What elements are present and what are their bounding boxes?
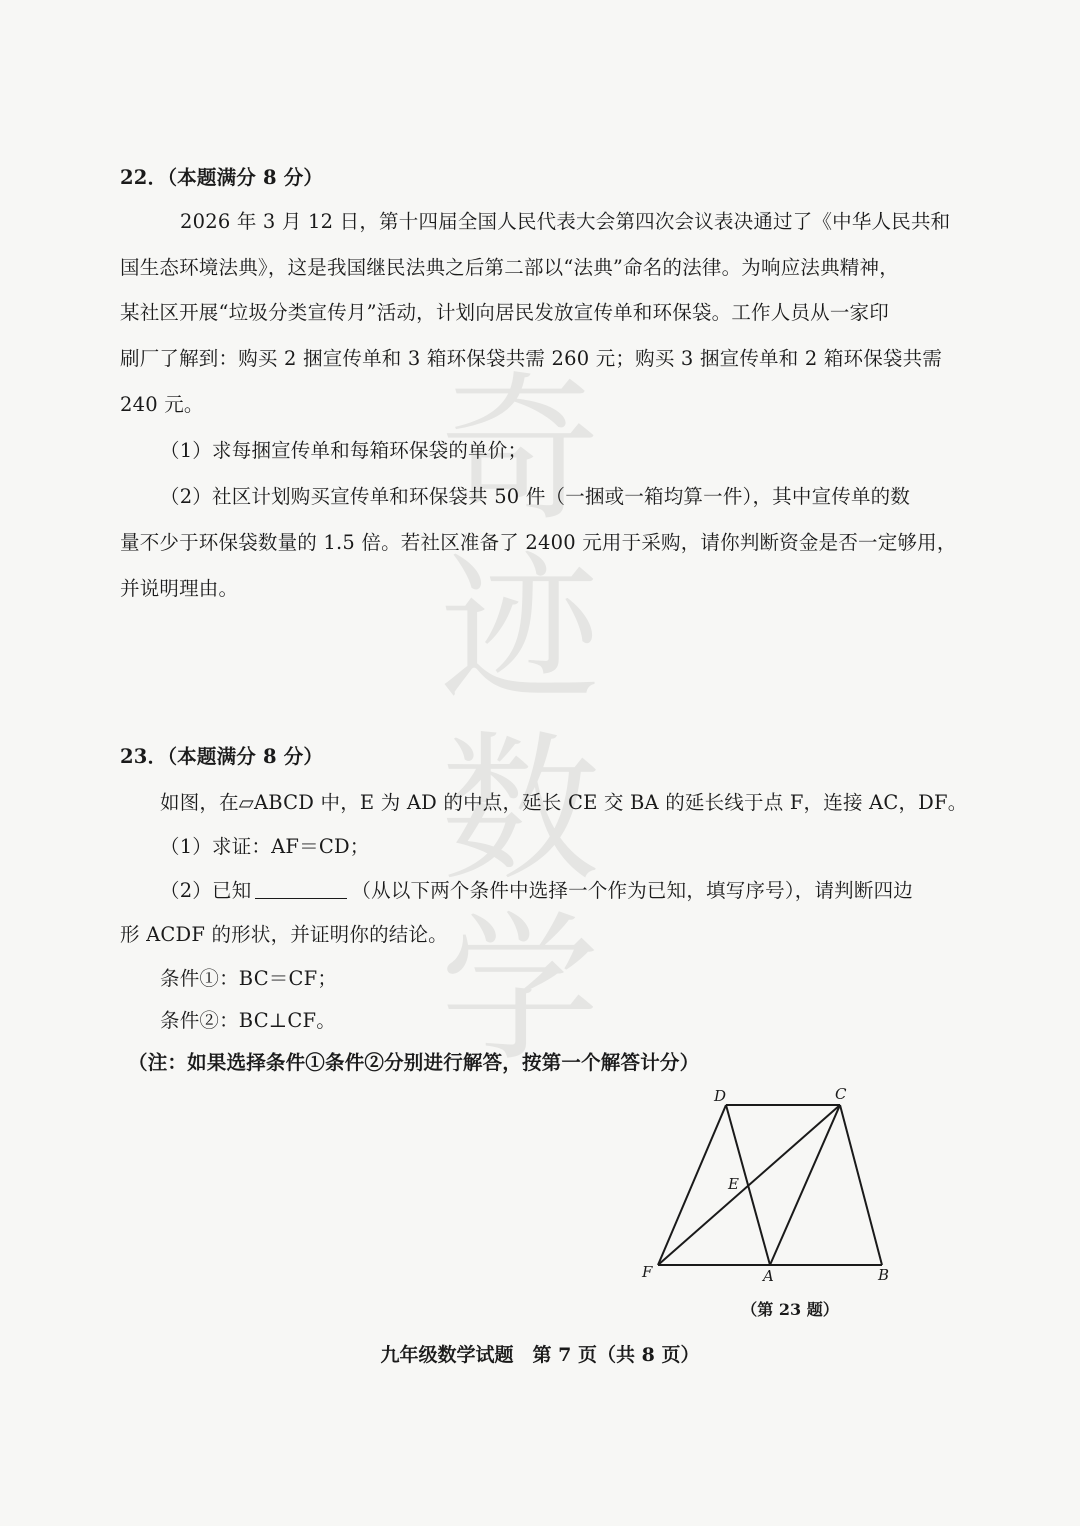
point-label-B: B — [878, 1266, 890, 1284]
q23-header: 23．（本题满分 8 分） — [120, 745, 324, 768]
q22-part2-line-1: （2）社区计划购买宣传单和环保袋共 50 件（一捆或一箱均算一件），其中宣传单的数 — [160, 485, 911, 508]
point-label-D: D — [714, 1087, 727, 1105]
q23-note: （注：如果选择条件①条件②分别进行解答，按第一个解答计分） — [128, 1051, 700, 1074]
q22-para-line-1: 2026 年 3 月 12 日，第十四届全国人民代表大会第四次会议表决通过了《中华人民共和 — [180, 210, 951, 233]
q23-part2-suffix: （从以下两个条件中选择一个作为已知，填写序号），请判断四边 — [351, 879, 913, 902]
q23-part2-line-2: 形 ACDF 的形状，并证明你的结论。 — [120, 923, 448, 946]
q23-condition-2: 条件②：BC⊥CF。 — [160, 1009, 336, 1032]
q22-part2-line-3: 并说明理由。 — [120, 577, 239, 600]
segment-AC — [770, 1105, 840, 1265]
q22-part2-line-2: 量不少于环保袋数量的 1.5 倍。若社区准备了 2400 元用于采购，请你判断资金是否一定够用， — [120, 531, 957, 554]
answer-blank[interactable] — [255, 880, 347, 899]
q23-part2-prefix: （2）已知 — [160, 879, 252, 902]
segment-CB — [840, 1105, 882, 1265]
q23-part1: （1）求证：AF＝CD； — [160, 835, 370, 858]
point-label-E: E — [728, 1175, 739, 1193]
watermark: 奇迹数学 — [440, 356, 601, 1083]
q22-para-line-4: 刷厂了解到：购买 2 捆宣传单和 3 箱环保袋共需 260 元；购买 3 捆宣传单和 2 箱环保袋共需 — [120, 347, 943, 370]
point-label-C: C — [835, 1085, 847, 1103]
segment-FC — [658, 1105, 840, 1265]
point-label-A: A — [763, 1267, 774, 1285]
point-label-F: F — [642, 1263, 653, 1281]
q23-part2-line-1 — [160, 876, 1000, 906]
q23-condition-1: 条件①：BC＝CF； — [160, 967, 338, 990]
q23-intro: 如图，在▱ABCD 中，E 为 AD 的中点，延长 CE 交 BA 的延长线于点 F，连接 AC，DF。 — [160, 791, 968, 814]
segment-FD — [658, 1105, 726, 1265]
q22-para-line-2: 国生态环境法典》，这是我国继民法典之后第二部以“法典”命名的法律。为响应法典精神， — [120, 256, 899, 279]
q22-header: 22．（本题满分 8 分） — [120, 166, 324, 189]
q22-part1: （1）求每捆宣传单和每箱环保袋的单价； — [160, 439, 528, 462]
figure-caption: （第 23 题） — [741, 1300, 839, 1319]
q22-para-line-5: 240 元。 — [120, 393, 204, 416]
page-footer: 九年级数学试题 第 7 页（共 8 页） — [380, 1344, 700, 1366]
geometry-figure — [630, 1085, 910, 1330]
q22-para-line-3: 某社区开展“垃圾分类宣传月”活动，计划向居民发放宣传单和环保袋。工作人员从一家印 — [120, 301, 889, 324]
